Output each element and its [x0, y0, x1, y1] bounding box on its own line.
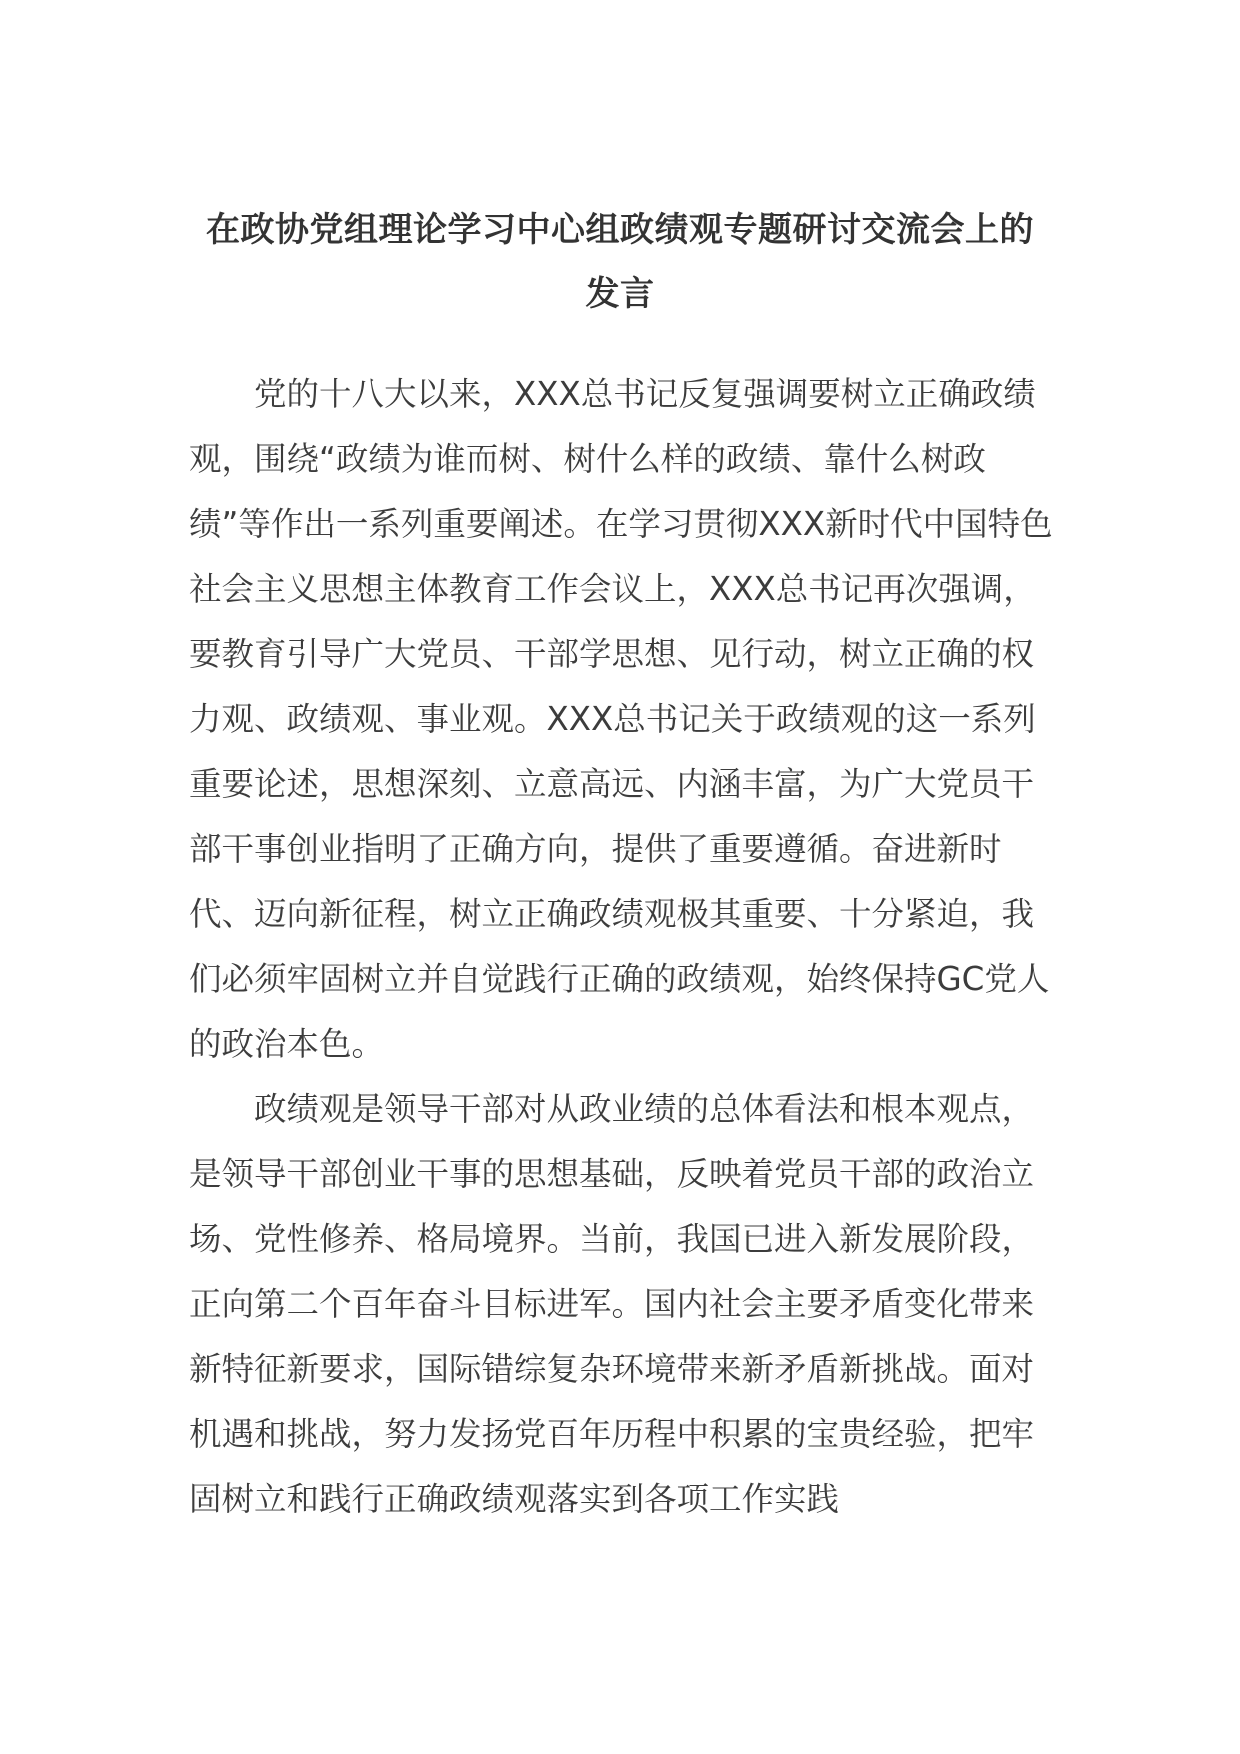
paragraph-1: 党的十八大以来，XXX总书记反复强调要树立正确政绩观，围绕“政绩为谁而树、树什么样的政绩、靠什么树政绩”等作出一系列重要阐述。在学习贯彻XXX新时代中国特色社会主义思想主体教育工作会议上，XXX总书记再次强调，要教育引导广大党员、干部学思想、见行动，树立正确的权力观、政绩观、事业观。XXX总书记关于政绩观的这一系列重要论述，思想深刻、立意高远、内涵丰富，为广大党员干部干事创业指明了正确方向，提供了重要遵循。奋进新时代、迈向新征程，树立正确政绩观极其重要、十分紧迫，我们必须牢固树立并自觉践行正确的政绩观，始终保持GC党人的政治本色。: [189, 375, 1053, 1063]
document-title: 在政协党组理论学习中心组政绩观专题研讨交流会上的发言: [206, 210, 1034, 314]
document-body: [189, 362, 1055, 1532]
paragraph-2: 政绩观是领导干部对从政业绩的总体看法和根本观点，是领导干部创业干事的思想基础，反映着党员干部的政治立场、党性修养、格局境界。当前，我国已进入新发展阶段，正向第二个百年奋斗目标进军。国内社会主要矛盾变化带来新特征新要求，国际错综复杂环境带来新矛盾新挑战。面对机遇和挑战，努力发扬党百年历程中积累的宝贵经验，把牢固树立和践行正确政绩观落实到各项工作实践: [189, 1090, 1035, 1518]
